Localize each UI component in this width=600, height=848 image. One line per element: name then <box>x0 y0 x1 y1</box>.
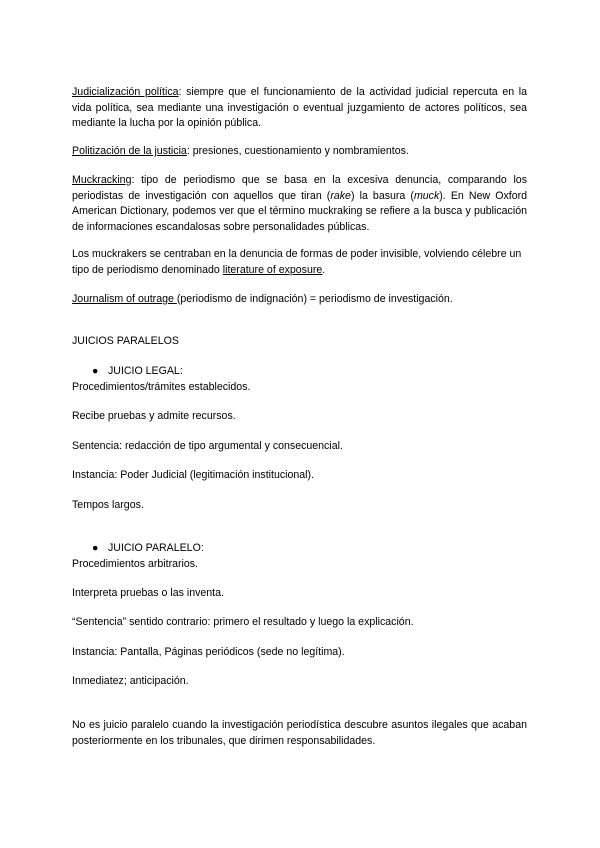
paragraph-conclusion: No es juicio paralelo cuando la investigación periodística descubre asuntos ilegales que acaban posteriormente en los tribunales, que dirimen responsabilidades. <box>72 719 527 747</box>
bullet-dot-icon: ● <box>92 365 99 377</box>
section-title: JUICIOS PARALELOS <box>72 335 179 347</box>
text-muckrakers-a: Los muckrakers se centraban en la denuncia de formas de poder invisible, volviendo célebre un tipo de periodismo denominado <box>72 248 522 276</box>
text-muckracking-a: : tipo de periodismo que se basa en la excesiva denuncia, comparando los periodistas de investigación con aquellos que tiran ( <box>72 174 527 202</box>
text-politizacion: : presiones, cuestionamiento y nombramientos. <box>186 145 409 157</box>
bullet-dot-icon: ● <box>92 542 99 554</box>
paragraph-muckrakers <box>72 247 527 278</box>
text-muckrakers-b: . <box>322 263 326 276</box>
term-journalism-outrage: Journalism of outrage <box>72 293 177 305</box>
legal-item: Tempos largos. <box>72 499 144 511</box>
text-muckracking-b: ) la basura ( <box>350 189 414 202</box>
text-journalism-outrage: (periodismo de indignación) = periodismo de investigación. <box>176 293 453 305</box>
paralelo-item: “Sentencia” sentido contrario: primero el resultado y luego la explicación. <box>72 616 414 628</box>
text-judicializacion: : siempre que el funcionamiento de la actividad judicial repercuta en la vida política, sea mediante una investigación o eventual juzgamiento de actores políticos, sea mediante la lucha por la opinión pública. <box>72 86 527 129</box>
paralelo-item: Interpreta pruebas o las inventa. <box>72 587 224 599</box>
term-muckracking: Muckracking <box>72 174 132 186</box>
paragraph-politizacion <box>72 144 527 160</box>
term-muck: muck <box>413 189 440 202</box>
heading-juicio-legal: JUICIO LEGAL: <box>108 365 183 377</box>
legal-item: Sentencia: redacción de tipo argumental y consecuencial. <box>72 440 343 452</box>
text-muckracking-c: ). En New Oxford American Dictionary, podemos ver que el término muckraking se refiere a la busca y publicación de informaciones escandalosas sobre personalidades públicas. <box>72 189 528 233</box>
legal-item: Procedimientos/trámites establecidos. <box>72 381 251 393</box>
paragraph-judicializacion <box>72 85 527 132</box>
heading-juicio-paralelo: JUICIO PARALELO: <box>108 542 204 554</box>
paralelo-item: Inmediatez; anticipación. <box>72 675 189 687</box>
term-literature-of-exposure: literature of exposure <box>222 263 323 276</box>
legal-item: Instancia: Poder Judicial (legitimación institucional). <box>72 469 315 481</box>
paralelo-item: Instancia: Pantalla, Páginas periódicos (sede no legítima). <box>72 646 345 658</box>
paralelo-item: Procedimientos arbitrarios. <box>72 558 198 570</box>
term-politizacion: Politización de la justicia <box>72 145 187 157</box>
legal-item: Recibe pruebas y admite recursos. <box>72 410 236 422</box>
term-judicializacion: Judicialización política <box>72 86 179 98</box>
term-rake: rake <box>330 189 351 202</box>
paragraph-journalism-outrage <box>72 292 527 308</box>
paragraph-muckracking <box>72 173 527 235</box>
